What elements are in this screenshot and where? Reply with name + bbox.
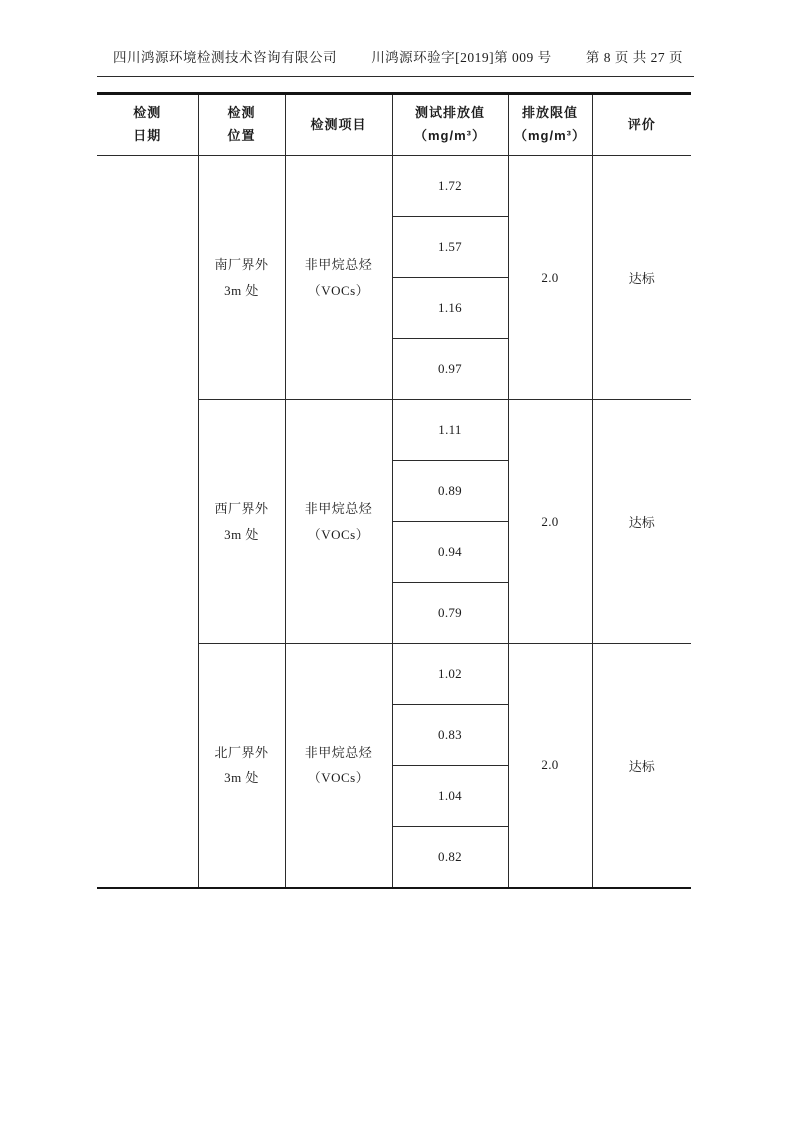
header-text-line: 排放限值 xyxy=(521,105,578,121)
location-cell xyxy=(198,400,285,644)
column-header-measured-value xyxy=(392,94,508,156)
evaluation-cell: 达标 xyxy=(592,156,691,400)
header-text-line: 位置 xyxy=(227,128,256,143)
item-cell xyxy=(285,156,392,400)
header-text-line: 检测项目 xyxy=(310,116,367,132)
value-cell: 1.57 xyxy=(392,217,508,278)
header-text-line: 检测 xyxy=(133,105,162,121)
limit-cell: 2.0 xyxy=(508,400,592,644)
header-text-line: 评价 xyxy=(627,116,656,132)
header-text-line: 测试排放值 xyxy=(414,105,485,121)
value-cell: 0.82 xyxy=(392,827,508,888)
column-header-evaluation xyxy=(592,94,691,156)
value-cell: 0.79 xyxy=(392,583,508,644)
column-header-limit xyxy=(508,94,592,156)
item-text-line: （VOCs） xyxy=(307,770,370,786)
value-cell: 1.11 xyxy=(392,400,508,461)
location-text-line: 3m 处 xyxy=(224,282,259,298)
monitoring-results-table xyxy=(97,92,691,889)
location-text-line: 北厂界外 xyxy=(214,744,269,760)
page-number: 第 8 页 共 27 页 xyxy=(585,50,683,65)
header-text-line: （mg/m³） xyxy=(413,128,486,143)
value-cell: 0.94 xyxy=(392,522,508,583)
value-cell: 0.89 xyxy=(392,461,508,522)
value-cell: 1.72 xyxy=(392,156,508,217)
limit-cell: 2.0 xyxy=(508,644,592,888)
evaluation-cell: 达标 xyxy=(592,400,691,644)
header-text-line: （mg/m³） xyxy=(513,128,586,143)
item-text-line: （VOCs） xyxy=(307,526,370,542)
location-text-line: 3m 处 xyxy=(224,526,259,542)
table-header-row xyxy=(97,94,691,156)
header-text-line: 检测 xyxy=(227,105,256,121)
document-number: 川鸿源环验字[2019]第 009 号 xyxy=(371,50,552,65)
location-text-line: 西厂界外 xyxy=(214,501,269,517)
value-cell: 1.04 xyxy=(392,766,508,827)
evaluation-cell: 达标 xyxy=(592,644,691,888)
item-cell xyxy=(285,644,392,888)
header-text-line: 日期 xyxy=(133,128,162,143)
value-cell: 0.83 xyxy=(392,705,508,766)
date-cell xyxy=(97,156,198,888)
location-cell xyxy=(198,156,285,400)
item-text-line: （VOCs） xyxy=(307,282,370,298)
value-cell: 0.97 xyxy=(392,339,508,400)
header-divider xyxy=(97,76,694,77)
column-header-item xyxy=(285,94,392,156)
location-cell xyxy=(198,644,285,888)
value-cell: 1.16 xyxy=(392,278,508,339)
company-name: 四川鸿源环境检测技术咨询有限公司 xyxy=(113,50,337,65)
column-header-date xyxy=(97,94,198,156)
page-header xyxy=(97,46,691,66)
location-text-line: 3m 处 xyxy=(224,770,259,786)
location-text-line: 南厂界外 xyxy=(214,257,269,273)
item-text-line: 非甲烷总烃 xyxy=(304,501,373,517)
limit-cell: 2.0 xyxy=(508,156,592,400)
value-cell: 1.02 xyxy=(392,644,508,705)
item-text-line: 非甲烷总烃 xyxy=(304,744,373,760)
item-cell xyxy=(285,400,392,644)
column-header-location xyxy=(198,94,285,156)
table-row xyxy=(97,156,691,217)
item-text-line: 非甲烷总烃 xyxy=(304,257,373,273)
